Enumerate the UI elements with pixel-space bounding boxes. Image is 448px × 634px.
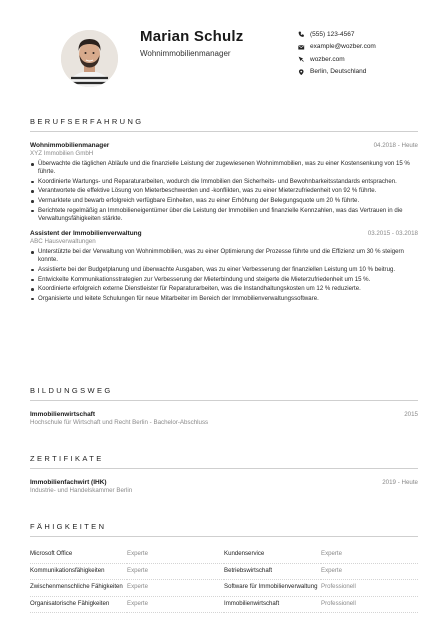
contact-list xyxy=(298,28,448,78)
skill-level: Experte xyxy=(127,597,224,614)
list-item: Vermarktete und bewarb erfolgreich verfügbare Einheiten, was zu einer Erhöhung der Belegungsquote um 20 % führte. xyxy=(30,197,418,205)
list-item: Organisierte und leitete Schulungen für neue Mitarbeiter im Bereich der Immobilienverwaltungssoftware. xyxy=(30,295,418,303)
skill-level: Experte xyxy=(321,564,418,581)
contact-email xyxy=(298,41,448,54)
candidate-title: Wohnimmobilienmanager xyxy=(140,49,231,58)
experience-entry xyxy=(30,142,418,223)
contact-email-text[interactable]: example@wozber.com xyxy=(310,43,376,51)
entry-role: Immobilienwirtschaft xyxy=(30,411,96,418)
contact-location xyxy=(298,66,448,79)
certificate-entry xyxy=(30,479,418,494)
list-item: Entwickelte Kommunikationsstrategien zur Verbesserung der Mieterbindung und steigerte die Mieterzufriedenheit um 15 %. xyxy=(30,276,418,284)
section-divider xyxy=(30,468,418,469)
list-item: Überwachte die täglichen Abläufe und die finanzielle Leistung der zugewiesenen Wohnimmobilien, was zu einer Kostensenkung von 15 % führte. xyxy=(30,160,418,176)
entry-date: 03.2015 - 03.2018 xyxy=(367,230,418,238)
contact-location-text: Berlin, Deutschland xyxy=(310,68,367,76)
certificates-heading: ZERTIFIKATE xyxy=(30,454,104,463)
skills-heading: FÄHIGKEITEN xyxy=(30,522,107,531)
list-item: Koordinierte erfolgreich externe Dienstleister für Reparaturarbeiten, was die Instandhaltungskosten um 12 % reduzierte. xyxy=(30,285,418,293)
link-icon xyxy=(298,56,310,63)
skill-name: Betriebswirtschaft xyxy=(224,564,321,581)
entry-organization: Industrie- und Handelskammer Berlin xyxy=(30,487,133,494)
entry-role: Immobilienfachwirt (IHK) xyxy=(30,479,107,486)
skill-level: Experte xyxy=(127,580,224,597)
contact-phone xyxy=(298,28,448,41)
list-item: Koordinierte Wartungs- und Reparaturarbeiten, wodurch die Immobilien den Sicherheits- und Bewohnbarkeitsstandards entsprachen. xyxy=(30,178,418,186)
section-divider xyxy=(30,131,418,132)
skill-name: Zwischenmenschliche Fähigkeiten xyxy=(30,580,127,597)
avatar-portrait xyxy=(61,30,118,87)
skill-name: Organisatorische Fähigkeiten xyxy=(30,597,127,614)
skill-level: Experte xyxy=(127,547,224,564)
entry-organization: ABC Hausverwaltungen xyxy=(30,238,96,246)
list-item: Unterstützte bei der Verwaltung von Wohnimmobilien, was zu einer Optimierung der Prozesse führte und die Effizienz um 30 % steigern konnte. xyxy=(30,248,418,264)
certificates-section xyxy=(30,454,418,494)
skill-name: Immobilienwirtschaft xyxy=(224,597,321,614)
entry-role: Wohnimmobilienmanager xyxy=(30,142,110,149)
experience-entry xyxy=(30,230,418,303)
experience-section xyxy=(30,117,418,305)
entry-date: 2019 - Heute xyxy=(382,479,418,486)
entry-date: 2015 xyxy=(404,411,418,418)
avatar xyxy=(61,30,118,87)
skill-level: Professionell xyxy=(321,597,418,614)
entry-date: 04.2018 - Heute xyxy=(373,142,418,149)
skill-name: Kundenservice xyxy=(224,547,321,564)
list-item: Assistierte bei der Budgetplanung und überwachte Ausgaben, was zu einer Verbesserung der finanziellen Leistung um 10 % beitrug. xyxy=(30,266,418,274)
education-section xyxy=(30,386,418,426)
candidate-name: Marian Schulz xyxy=(140,28,244,45)
list-item: Verantwortete die effektive Lösung von Mieterbeschwerden und -konflikten, was zu einer Mieterzufriedenheit von 92 % führte. xyxy=(30,187,418,195)
entry-role: Assistent der Immobilienverwaltung xyxy=(30,230,142,238)
section-divider xyxy=(30,536,418,537)
skill-level: Experte xyxy=(321,547,418,564)
skill-name: Software für Immobilienverwaltung xyxy=(224,580,321,597)
entry-bullets xyxy=(30,248,418,303)
skills-section xyxy=(30,522,418,613)
entry-organization: XYZ Immobilien GmbH xyxy=(30,150,94,157)
entry-organization: Hochschule für Wirtschaft und Recht Berlin - Bachelor-Abschluss xyxy=(30,419,209,426)
phone-icon xyxy=(298,31,310,38)
contact-website xyxy=(298,53,448,66)
entry-bullets xyxy=(30,160,418,223)
resume-header xyxy=(30,0,418,100)
contact-phone-text[interactable]: (555) 123-4567 xyxy=(310,30,355,38)
section-divider xyxy=(30,400,418,401)
skill-level: Professionell xyxy=(321,580,418,597)
location-icon xyxy=(298,69,310,76)
education-entry xyxy=(30,411,418,426)
experience-heading: BERUFSERFAHRUNG xyxy=(30,117,144,126)
list-item: Berichtete regelmäßig an Immobilieneigentümer über die Leistung der Immobilien und finanzielle Kennzahlen, was das Vertrauen in die Verwaltungsfähigkeiten stärkte. xyxy=(30,207,418,223)
skill-name: Kommunikationsfähigkeiten xyxy=(30,564,127,581)
email-icon xyxy=(298,44,310,51)
skill-name: Microsoft Office xyxy=(30,547,127,564)
skills-grid xyxy=(30,547,418,613)
contact-website-text[interactable]: wozber.com xyxy=(310,55,345,63)
education-heading: BILDUNGSWEG xyxy=(30,386,113,395)
skill-level: Experte xyxy=(127,564,224,581)
